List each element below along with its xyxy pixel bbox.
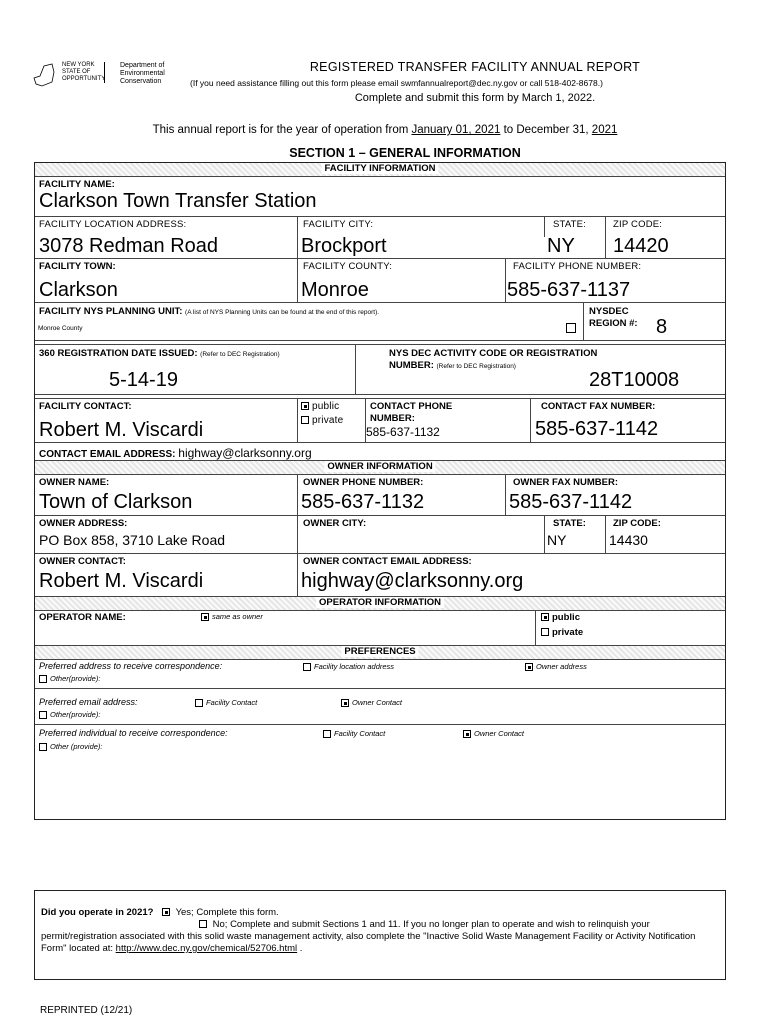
contact-public-label: public [312, 401, 340, 412]
divider [35, 688, 725, 689]
pref-owner-contact-checkbox-2[interactable] [463, 730, 471, 738]
divider [35, 724, 725, 725]
new-york-state-map-icon [32, 60, 58, 90]
activity-code-field[interactable]: 28T10008 [589, 369, 680, 391]
operator-private-checkbox[interactable] [541, 628, 549, 636]
divider [35, 302, 725, 303]
preferences-band-label: PREFERENCES [341, 646, 418, 657]
divider [297, 553, 298, 596]
agency-mid-text: STATE OF OPPORTUNITY [62, 69, 106, 82]
planning-unit-label [39, 306, 379, 317]
pref-facility-contact-option[interactable] [195, 698, 257, 707]
report-year-line [30, 124, 740, 136]
same-as-owner-option[interactable] [201, 612, 263, 621]
registration-date-note: (Refer to DEC Registration) [200, 351, 280, 358]
form-title: REGISTERED TRANSFER FACILITY ANNUAL REPORT [309, 60, 641, 74]
divider [544, 515, 545, 553]
agency-name [62, 62, 105, 83]
pref-owner-contact-option[interactable] [341, 698, 402, 707]
general-information-form [34, 162, 726, 820]
pref-owner-address-option[interactable] [525, 662, 587, 671]
region-label [589, 306, 638, 330]
operator-private-option[interactable] [541, 627, 583, 638]
facility-address-field[interactable]: 3078 Redman Road [39, 235, 219, 257]
pref-owner-contact-option-2[interactable] [463, 729, 524, 738]
contact-private-checkbox[interactable] [301, 416, 309, 424]
inactive-form-link[interactable]: http://www.dec.ny.gov/chemical/52706.html [115, 943, 298, 954]
divider [355, 344, 356, 394]
year-from[interactable]: January 01, 2021 [411, 124, 501, 136]
pref-other-label-3: Other (provide): [50, 742, 103, 751]
operate-yes-checkbox[interactable] [162, 908, 170, 916]
facility-info-band [35, 163, 725, 177]
planning-unit-field[interactable]: Monroe County [38, 325, 83, 332]
owner-name-label: OWNER NAME: [39, 477, 110, 488]
owner-state-field[interactable]: NY [547, 532, 567, 548]
owner-email-label: OWNER CONTACT EMAIL ADDRESS: [303, 556, 472, 567]
divider [605, 216, 606, 258]
divider [583, 302, 584, 340]
pref-facility-contact-checkbox[interactable] [195, 699, 203, 707]
divider [544, 216, 545, 237]
facility-phone-label: FACILITY PHONE NUMBER: [513, 261, 642, 272]
pref-email-question: Preferred email address: [39, 697, 138, 707]
pref-facility-contact-label-2: Facility Contact [334, 729, 386, 738]
pref-owner-contact-label-2: Owner Contact [474, 729, 525, 738]
divider [35, 216, 725, 217]
year-line-prefix: This annual report is for the year of operation from [152, 124, 409, 136]
operate-question: Did you operate in 2021? [41, 907, 154, 918]
year-line-mid: to December 31, [503, 124, 589, 136]
operator-name-label: OPERATOR NAME: [39, 612, 126, 623]
department-name [120, 62, 165, 86]
divider [505, 474, 506, 515]
contact-public-checkbox[interactable] [301, 402, 309, 410]
same-as-owner-label: same as owner [212, 612, 263, 621]
pref-other-checkbox-1[interactable] [39, 675, 47, 683]
owner-info-band [35, 460, 725, 475]
contact-fax-label: CONTACT FAX NUMBER: [541, 401, 656, 412]
year-to[interactable]: 2021 [591, 124, 618, 136]
contact-fax-field[interactable]: 585-637-1142 [535, 418, 659, 440]
dept-line-3: Conservation [120, 78, 162, 85]
facility-zip-label: ZIP CODE: [613, 219, 663, 230]
pref-facility-contact-label: Facility Contact [206, 698, 258, 707]
activity-code-label-line-1: NYS DEC ACTIVITY CODE OR REGISTRATION [389, 348, 598, 359]
divider [530, 398, 531, 442]
owner-name-field[interactable]: Town of Clarkson [39, 491, 193, 513]
registration-date-label [39, 348, 280, 359]
facility-city-label: FACILITY CITY: [303, 219, 374, 230]
divider [35, 553, 725, 554]
planning-unit-label-text: FACILITY NYS PLANNING UNIT: [39, 306, 183, 317]
facility-phone-field[interactable]: 585-637-1137 [507, 279, 631, 301]
facility-name-field[interactable]: Clarkson Town Transfer Station [39, 190, 317, 212]
owner-address-label: OWNER ADDRESS: [39, 518, 128, 529]
region-label-line-1: NYSDEC [589, 306, 629, 317]
region-field[interactable]: 8 [656, 316, 668, 338]
dept-line-2: Environmental [120, 70, 165, 77]
operator-public-option[interactable] [541, 612, 580, 623]
facility-contact-field[interactable]: Robert M. Viscardi [39, 419, 204, 441]
operation-status-box [34, 890, 726, 980]
divider [35, 515, 725, 516]
owner-contact-field[interactable]: Robert M. Viscardi [39, 570, 204, 592]
pref-facility-contact-checkbox-2[interactable] [323, 730, 331, 738]
divider [35, 394, 725, 395]
pref-other-label-2: Other(provide): [50, 710, 101, 719]
assistance-note: (If you need assistance filling out this form please email swmfannualreport@dec.ny.gov or call 518-402-8678.) [190, 78, 603, 88]
pref-owner-address-label: Owner address [536, 662, 587, 671]
pref-other-checkbox-2[interactable] [39, 711, 47, 719]
owner-state-label: STATE: [553, 518, 586, 529]
facility-county-field[interactable]: Monroe [301, 279, 369, 301]
owner-phone-label: OWNER PHONE NUMBER: [303, 477, 424, 488]
facility-state-field[interactable]: NY [547, 235, 575, 257]
same-as-owner-checkbox[interactable] [201, 613, 209, 621]
owner-contact-label: OWNER CONTACT: [39, 556, 126, 567]
pref-individual-question: Preferred individual to receive correspondence: [39, 728, 228, 738]
facility-town-field[interactable]: Clarkson [39, 279, 118, 301]
operator-public-label: public [552, 612, 580, 623]
divider [35, 344, 725, 345]
activity-code-note: (Refer to DEC Registration) [436, 363, 516, 370]
facility-town-label: FACILITY TOWN: [39, 261, 116, 272]
pref-facility-location-checkbox[interactable] [303, 663, 311, 671]
contact-phone-label-line-1: CONTACT PHONE [370, 401, 453, 412]
facility-county-label: FACILITY COUNTY: [303, 261, 393, 272]
pref-facility-location-label: Facility location address [314, 662, 395, 671]
pref-other-option-2[interactable] [39, 710, 100, 719]
contact-phone-field[interactable]: 585-637-1132 [366, 425, 440, 439]
preferences-band [35, 645, 725, 660]
agency-top-text: NEW YORK [62, 62, 95, 68]
pref-owner-contact-checkbox[interactable] [341, 699, 349, 707]
pref-correspondence-question: Preferred address to receive correspondence: [39, 661, 223, 671]
divider [297, 258, 298, 302]
facility-address-label: FACILITY LOCATION ADDRESS: [39, 219, 187, 230]
registration-date-label-text: 360 REGISTRATION DATE ISSUED: [39, 348, 198, 359]
pref-other-label-1: Other(provide): [50, 674, 101, 683]
contact-email-label-text: CONTACT EMAIL ADDRESS: [39, 449, 176, 460]
owner-email-field[interactable]: highway@clarksonny.org [301, 570, 524, 592]
owner-phone-field[interactable]: 585-637-1132 [301, 491, 425, 513]
facility-state-label: STATE: [553, 219, 587, 230]
facility-band-label: FACILITY INFORMATION [321, 163, 438, 174]
activity-code-label-line-2: NUMBER: [389, 360, 434, 371]
divider [297, 515, 298, 553]
divider [297, 398, 298, 442]
divider [297, 474, 298, 515]
planning-unit-dropdown-icon[interactable] [566, 323, 576, 333]
divider [35, 340, 725, 341]
pref-owner-address-checkbox[interactable] [525, 663, 533, 671]
contact-public-option[interactable] [301, 401, 339, 412]
contact-phone-label [370, 401, 452, 425]
pref-facility-contact-option-2[interactable] [323, 729, 385, 738]
divider [297, 216, 298, 258]
divider [505, 258, 506, 302]
contact-phone-label-line-2: NUMBER: [370, 413, 415, 424]
nys-dec-logo [32, 58, 222, 94]
facility-name-label: FACILITY NAME: [39, 179, 115, 190]
submit-deadline: Complete and submit this form by March 1, 2022. [354, 92, 596, 104]
operator-public-checkbox[interactable] [541, 613, 549, 621]
divider [35, 442, 725, 443]
divider [35, 398, 725, 399]
pref-other-option-1[interactable] [39, 674, 100, 683]
pref-facility-location-option[interactable] [303, 662, 394, 671]
dept-line-1: Department of [120, 62, 165, 69]
divider [35, 258, 725, 259]
activity-code-label [389, 348, 597, 373]
operator-band-label: OPERATOR INFORMATION [316, 597, 444, 608]
contact-private-label: private [312, 415, 344, 426]
owner-fax-field[interactable]: 585-637-1142 [509, 491, 633, 513]
operator-info-band [35, 596, 725, 611]
owner-band-label: OWNER INFORMATION [324, 461, 435, 472]
operation-status-text: Did you operate in 2021? Yes; Complete this form. No; Complete and submit Sections 1 and 11. If you no longer plan to operate and wish to relinquish your permit/registration associated with this solid waste management activity, also complete the "Inactive Solid Waste Management Facility or Activity Notification Form" located at: http://www.dec.ny.gov/chemical/52706.html . [41, 907, 696, 954]
divider [605, 515, 606, 553]
facility-contact-label: FACILITY CONTACT: [39, 401, 132, 412]
reprinted-footer: REPRINTED (12/21) [40, 1005, 133, 1016]
contact-email-label [39, 446, 312, 460]
registration-date-field[interactable]: 5-14-19 [109, 369, 178, 391]
owner-zip-field[interactable]: 14430 [609, 532, 648, 548]
owner-address-field[interactable]: PO Box 858, 3710 Lake Road [39, 532, 226, 548]
operator-private-label: private [552, 627, 584, 638]
section-title: SECTION 1 – GENERAL INFORMATION [289, 146, 521, 160]
operate-no-checkbox[interactable] [199, 920, 207, 928]
owner-fax-label: OWNER FAX NUMBER: [513, 477, 619, 488]
owner-city-label: OWNER CITY: [303, 518, 367, 529]
operate-no-label: No; Complete and submit Sections 1 and 11. If you no longer plan to operate and wish to relinquish your permit/registration associated with this solid waste management activity, also complete the "Inactive Solid Waste Management Facility or Activity Notification Form" located at: [41, 919, 696, 954]
contact-private-option[interactable] [301, 415, 343, 426]
divider [535, 610, 536, 645]
facility-city-field[interactable]: Brockport [301, 235, 387, 257]
region-label-line-2: REGION #: [589, 318, 638, 329]
pref-other-option-3[interactable] [39, 742, 103, 751]
pref-owner-contact-label: Owner Contact [352, 698, 403, 707]
owner-zip-label: ZIP CODE: [613, 518, 661, 529]
planning-unit-note: (A list of NYS Planning Units can be found at the end of this report). [185, 309, 380, 316]
pref-other-checkbox-3[interactable] [39, 743, 47, 751]
facility-zip-field[interactable]: 14420 [613, 235, 669, 257]
contact-email-field[interactable]: highway@clarksonny.org [178, 446, 312, 460]
operate-yes-label: Yes; Complete this form. [175, 907, 279, 918]
